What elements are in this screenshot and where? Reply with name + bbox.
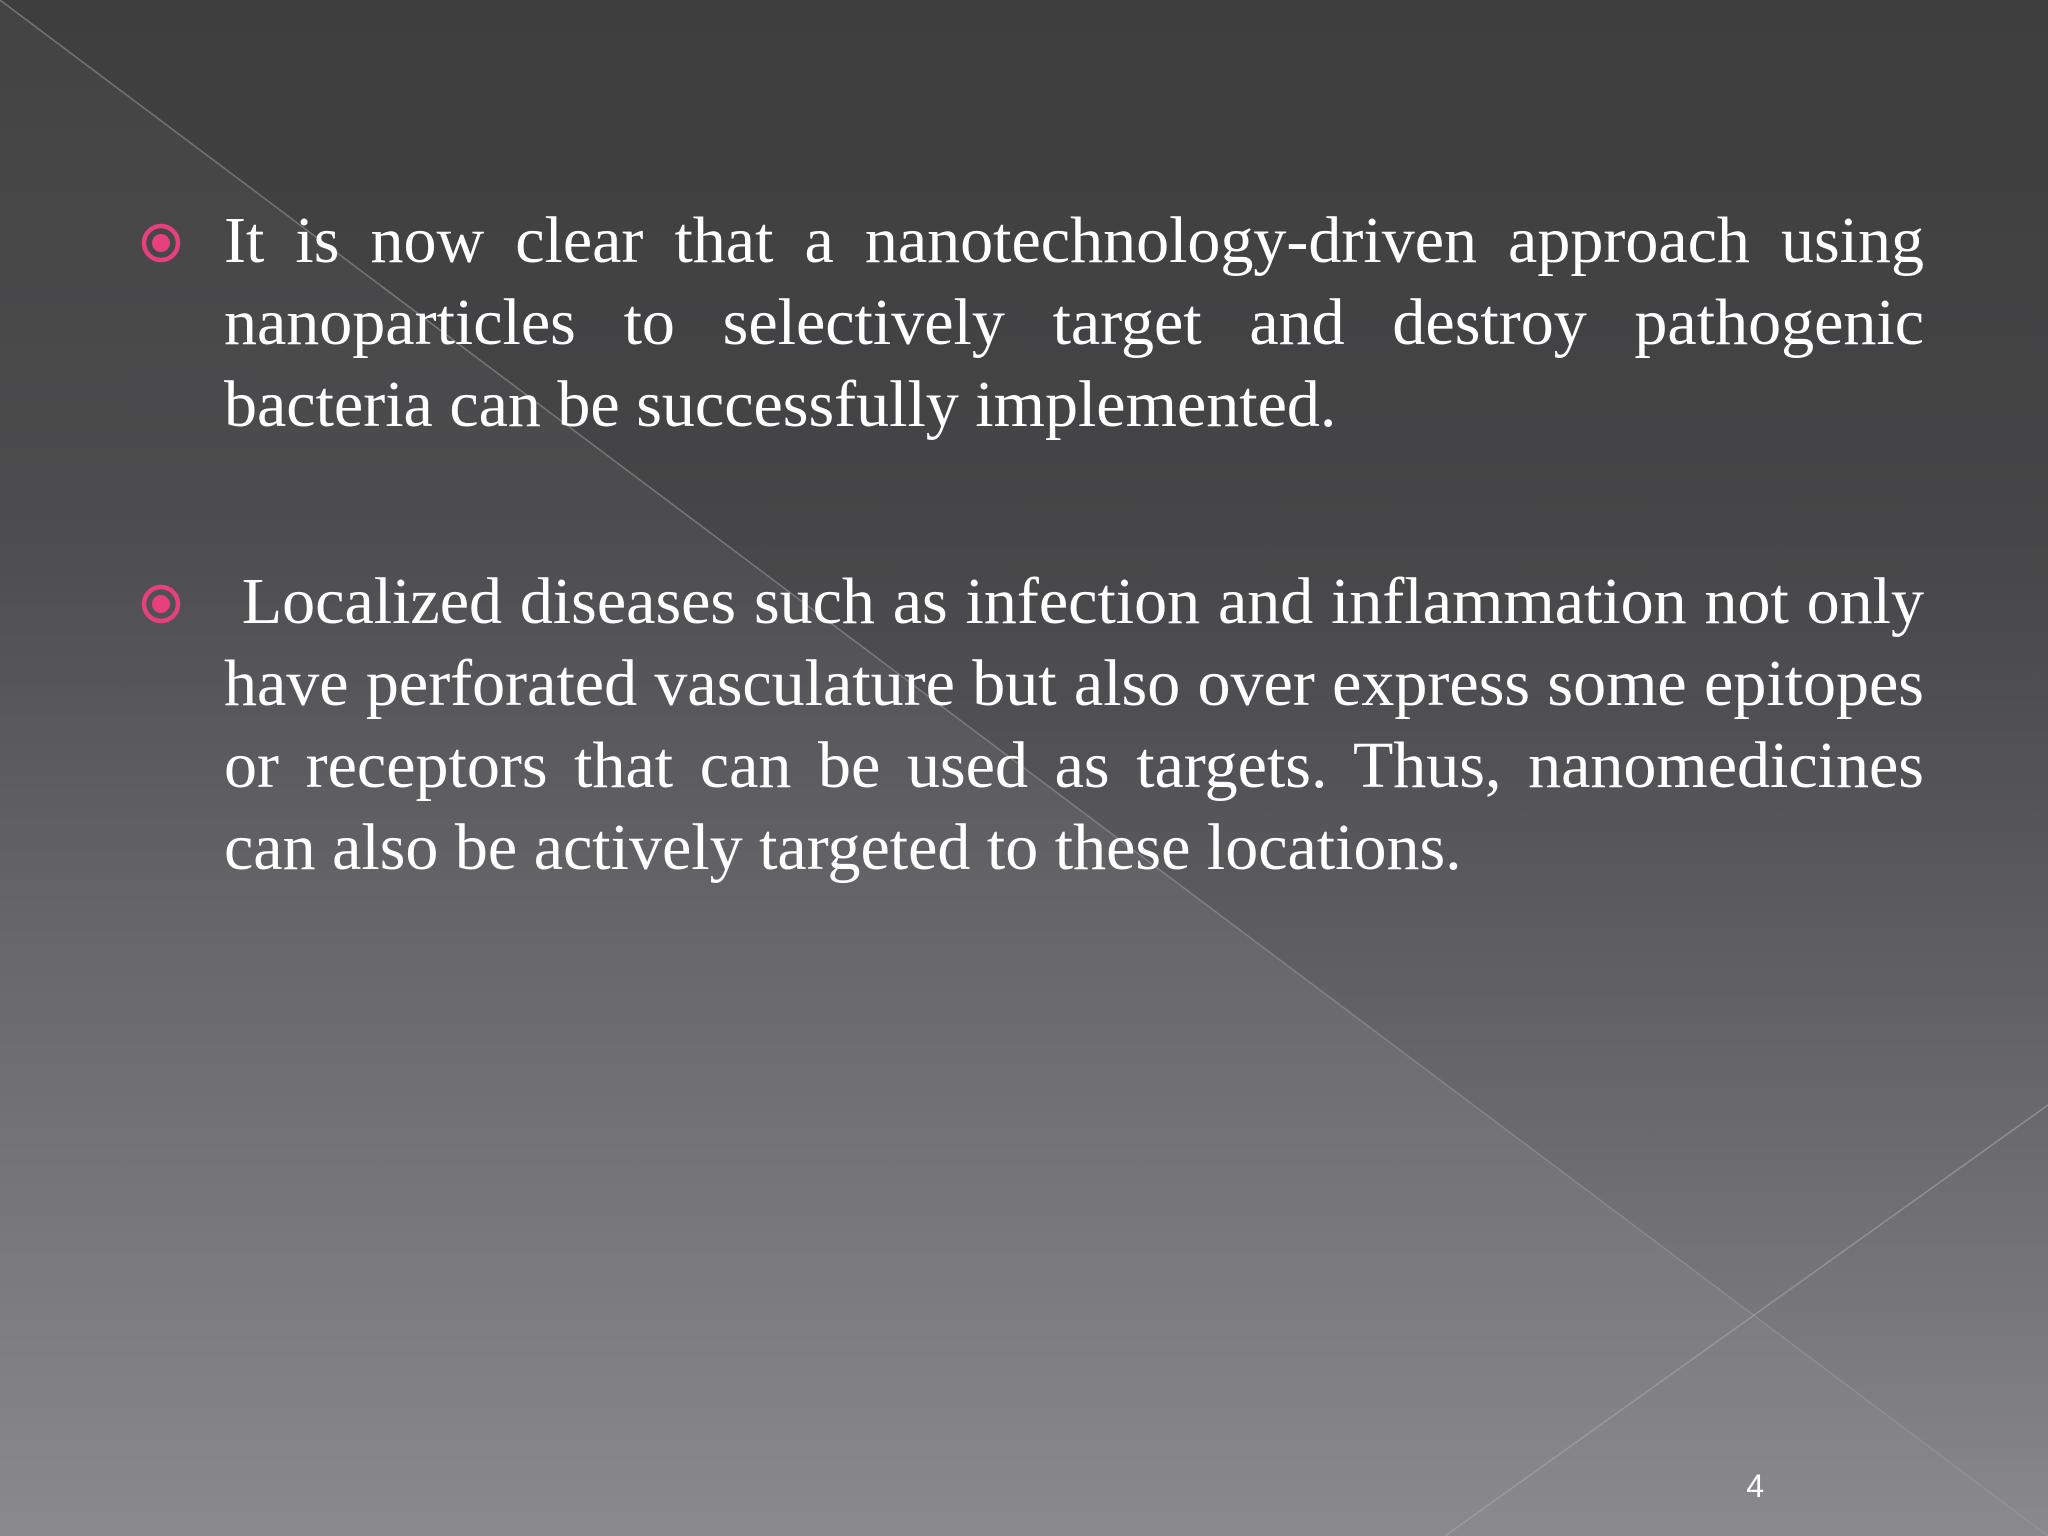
bullet-list: [140, 200, 1941, 889]
bullet-text: It is now clear that a nanotechnology-driven approach using nanoparticles to selectively target and destroy pathogenic bacteria can be successfully implemented.: [224, 204, 1924, 441]
bullet-item: [140, 561, 1941, 889]
circled-dot-bullet-icon: [140, 583, 182, 625]
circled-dot-bullet-icon: [140, 222, 182, 264]
page-number: 4: [1746, 1468, 1764, 1504]
bullet-item: [140, 200, 1924, 446]
bullet-text: Localized diseases such as infection and inflammation not only have perforated vasculature but also over express some epitopes or receptors that can be used as targets. Thus, nanomedicines can also be actively targeted to these locations.: [224, 565, 1941, 884]
